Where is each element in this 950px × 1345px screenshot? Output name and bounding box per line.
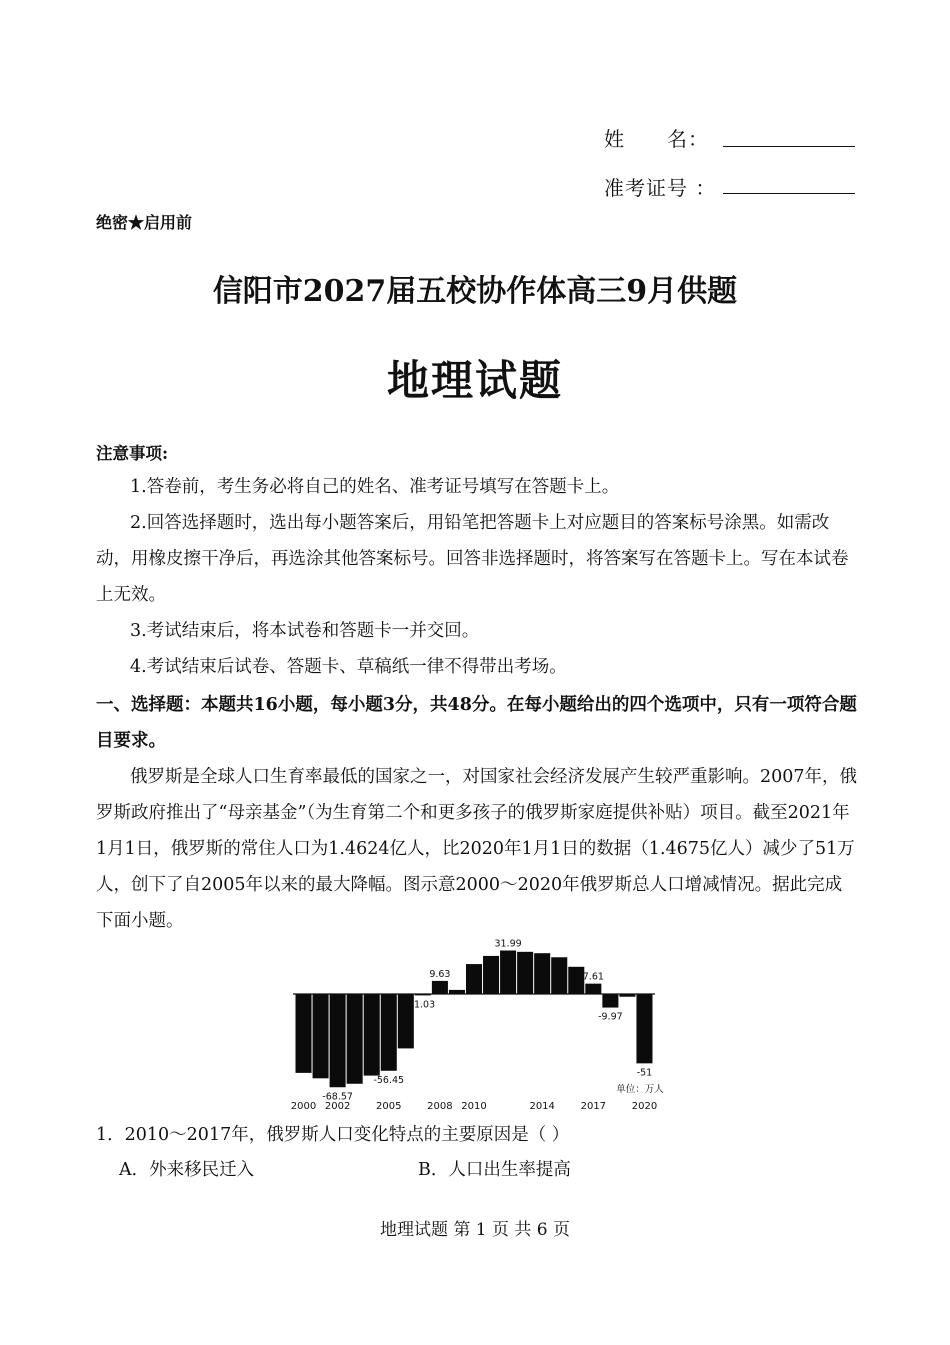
bar-2012: [500, 950, 516, 994]
notice-heading: 注意事项:: [96, 444, 169, 463]
data-label-2018: -9.97: [598, 1011, 623, 1023]
notice-item-2: 2.回答选择题时，选出每小题答案后，用铅笔把答题卡上对应题目的答案标号涂黑。如需改动，用橡皮擦干净后，再选涂其他答案标号。回答非选择题时，将答案写在答题卡上。写在本试卷上无效。: [96, 513, 849, 605]
bar-2001: [313, 994, 329, 1078]
subject-title: 地理试题: [386, 356, 563, 405]
notice-item-4: 4.考试结束后试卷、答题卡、草稿纸一律不得带出考场。: [130, 657, 567, 677]
section-one-heading: 一、选择题：本题共16小题，每小题3分，共48分。在每小题给出的四个选项中，只有一项符合题目要求。: [96, 695, 857, 751]
x-tick-2005: 2005: [376, 1101, 402, 1112]
bar-2015: [551, 957, 567, 994]
data-label-2008: 9.63: [429, 968, 451, 980]
data-label-2012: 31.99: [494, 938, 522, 950]
bar-2018: [602, 994, 618, 1008]
x-tick-2014: 2014: [529, 1101, 555, 1112]
option-a[interactable]: A．外来移民迁入: [119, 1160, 255, 1180]
passage: 俄罗斯是全球人口生育率最低的国家之一，对国家社会经济发展产生较严重影响。2007年，俄罗斯政府推出了“母亲基金”（为生育第二个和更多孩子的俄罗斯家庭提供补贴）项目。截至2021年1月1日，俄罗斯的常住人口为1.4624亿人，比2020年1月1日的数据（1.4675亿人）减少了51万人，创下了自2005年以来的最大降幅。图示意2000～2020年俄罗斯总人口增减情况。据此完成下面小题。: [96, 767, 858, 931]
notice-item-3: 3.考试结束后，将本试卷和答题卡一并交回。: [130, 621, 480, 641]
x-tick-2008: 2008: [427, 1101, 453, 1112]
bar-2010: [466, 964, 482, 994]
bar-2014: [534, 953, 550, 994]
bar-2011: [483, 956, 499, 994]
exam-id-label: 准考证号 ：: [604, 176, 717, 200]
x-tick-2020: 2020: [631, 1101, 658, 1112]
bar-2000: [296, 994, 312, 1073]
x-tick-2002: 2002: [324, 1101, 351, 1112]
bar-2008: [432, 981, 448, 994]
bar-2005: [381, 994, 397, 1071]
bar-2009: [449, 990, 465, 994]
x-tick-2010: 2010: [461, 1101, 487, 1112]
secret-mark: 绝密★启用前: [96, 213, 193, 232]
x-tick-2017: 2017: [580, 1101, 607, 1112]
bar-2013: [517, 952, 533, 994]
data-label-2005: -56.45: [373, 1074, 405, 1086]
bar-2003: [347, 994, 363, 1084]
page-footer: 地理试题 第 1 页 共 6 页: [379, 1220, 571, 1240]
option-b[interactable]: B．人口出生率提高: [418, 1160, 571, 1180]
data-label-2007: -1.03: [410, 999, 436, 1011]
chart-unit-label: 单位：万人: [616, 1084, 664, 1095]
bar-2020: [636, 994, 652, 1063]
data-label-2002: -68.57: [322, 1091, 353, 1103]
data-label-2020: -51: [636, 1067, 653, 1079]
exam-title: 信阳市2027届五校协作体高三9月供题: [212, 274, 738, 309]
name-label: 姓 名：: [604, 127, 709, 151]
bar-2004: [364, 994, 380, 1076]
notice-item-1: 1.答卷前，考生务必将自己的姓名、准考证号填写在答题卡上。: [130, 477, 620, 497]
bar-2017: [585, 984, 601, 994]
data-label-2017: 7.61: [582, 971, 604, 983]
bar-2002: [330, 994, 346, 1087]
x-tick-2000: 2000: [290, 1101, 317, 1112]
question-1-stem: 1．2010～2017年，俄罗斯人口变化特点的主要原因是（ ）: [96, 1125, 570, 1145]
